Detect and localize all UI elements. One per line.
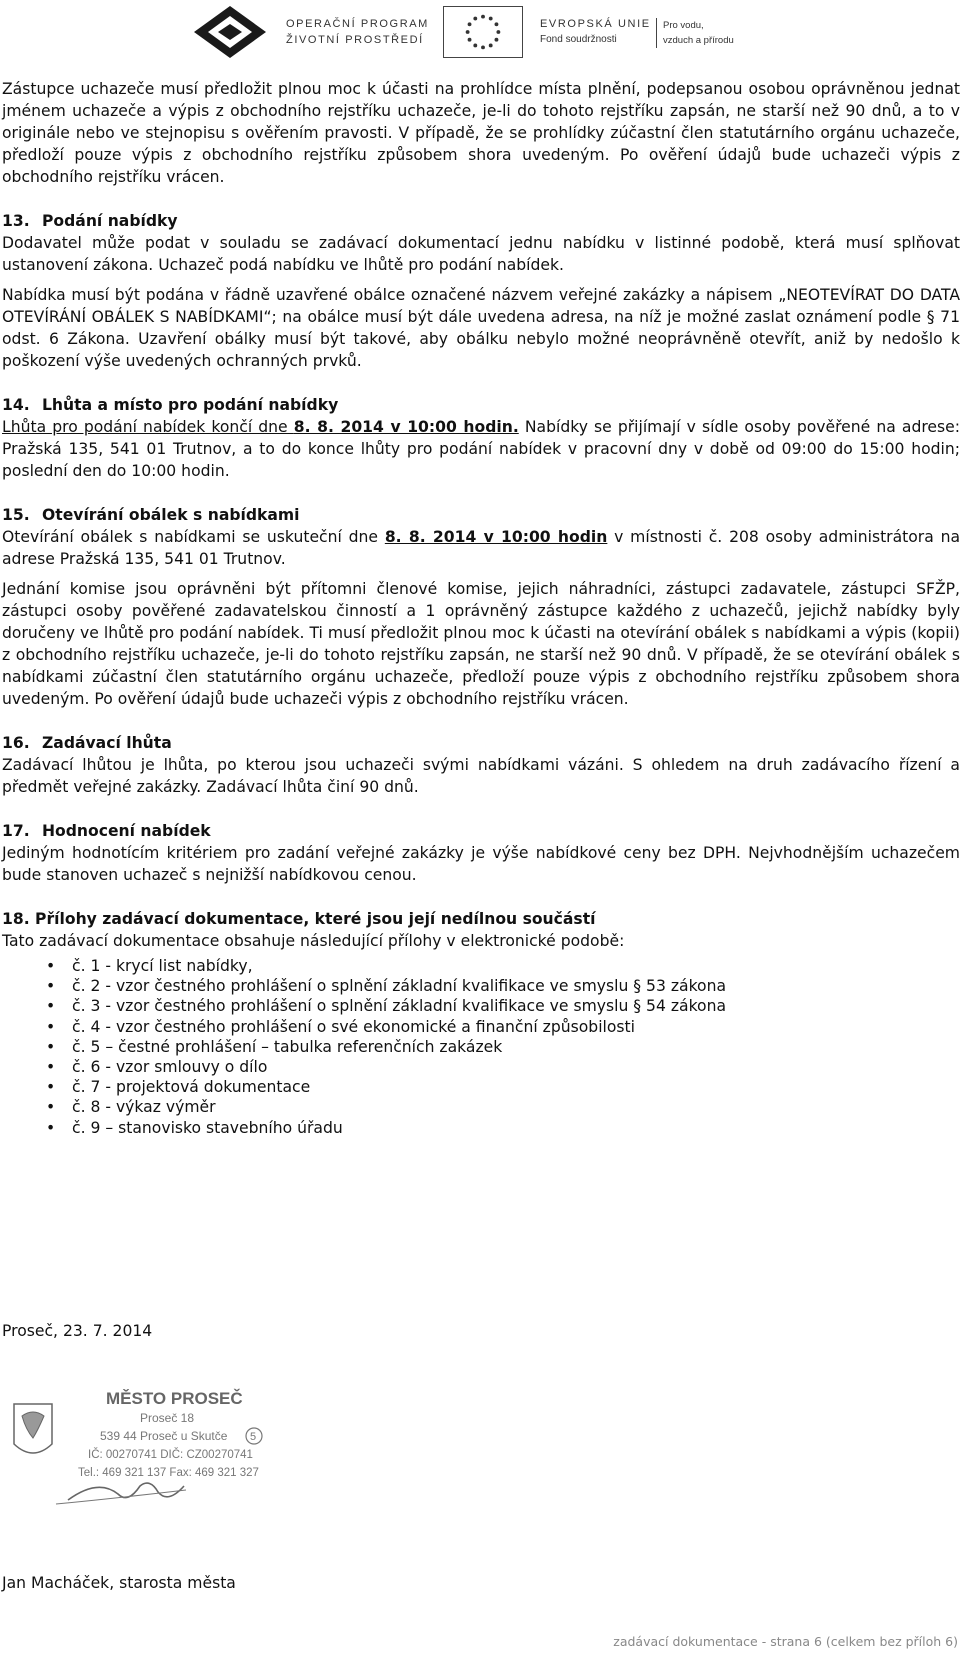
section-15-number: 15.	[2, 506, 30, 524]
section-14-heading	[2, 394, 960, 416]
section-13-p1: Dodavatel může podat v souladu se zadávací dokumentací jednu nabídku v listinné podobě, která musí splňovat ustanovení zákona. Uchazeč podá nabídku ve lhůtě pro podání nabídek.	[2, 234, 960, 274]
section-17-p1: Jediným hodnotícím kritériem pro zadání veřejné zakázky je výše nabídkové ceny bez DPH. Nejvhodnějším uchazečem bude stanoven uchazeč s nejnižší nabídkovou cenou.	[2, 844, 960, 884]
eu-line-1: EVROPSKÁ UNIE	[540, 18, 651, 30]
op-line-1: OPERAČNÍ PROGRAM	[286, 18, 429, 30]
section-13-heading	[2, 210, 960, 232]
list-item: • č. 1 - krycí list nabídky,	[2, 956, 960, 976]
section-18-heading: 18. Přílohy zadávací dokumentace, které jsou její nedílnou součástí	[2, 910, 596, 928]
section-15-date: 8. 8. 2014 v 10:00 hodin	[384, 528, 608, 546]
stamp-number: 5	[250, 1431, 257, 1443]
section-15-title: Otevírání obálek s nabídkami	[42, 506, 300, 524]
eu-slogan-2: vzduch a přírodu	[663, 35, 734, 46]
list-item: • č. 4 - vzor čestného prohlášení o své ekonomické a finanční způsobilosti	[2, 1017, 960, 1037]
page-footer: zadávací dokumentace - strana 6 (celkem bez příloh 6)	[613, 1634, 958, 1649]
section-13-number: 13.	[2, 212, 30, 230]
section-15-p1	[2, 526, 960, 570]
stamp-title: MĚSTO PROSEČ	[106, 1389, 243, 1408]
list-item: • č. 6 - vzor smlouvy o dílo	[2, 1057, 960, 1077]
header-divider	[656, 18, 657, 48]
section-17-heading	[2, 820, 960, 842]
date-line: Proseč, 23. 7. 2014	[2, 1322, 153, 1340]
section-18-p1: Tato zadávací dokumentace obsahuje následující přílohy v elektronické podobě:	[2, 932, 625, 950]
section-17-title: Hodnocení nabídek	[42, 822, 211, 840]
section-14-number: 14.	[2, 396, 30, 414]
eu-slogan	[663, 18, 734, 48]
eu-slogan-1: Pro vodu,	[663, 20, 704, 31]
op-zp-logo-icon	[188, 2, 272, 62]
section-16-number: 16.	[2, 734, 30, 752]
signer-name: Jan Macháček, starosta města	[2, 1574, 236, 1592]
stamp-line-4: IČ: 00270741 DIČ: CZ00270741	[88, 1449, 253, 1461]
section-17-number: 17.	[2, 822, 30, 840]
op-program-name	[286, 16, 429, 48]
document-body	[2, 78, 960, 1138]
section-15-rest: v místnosti č. 208 osoby administrátora na adrese Pražská 135, 541 01 Trutnov.	[2, 528, 960, 568]
section-13-p2: Nabídka musí být podána v řádně uzavřené obálce označené názvem veřejné zakázky a nápisem „NEOTEVÍRAT DO DATA OTEVÍRÁNÍ OBÁLEK S NABÍDKAMI“; na obálce musí být dále uvedena adresa, na níž je možné zaslat oznámení podle § 71 odst. 6 Zákona. Uzavření obálky musí být takové, aby obálku nebylo možné neoprávněně otevřít, aniž by nedošlo k poškození výše uvedených ochranných prvků.	[2, 286, 960, 370]
stamp-line-2: Proseč 18	[140, 1411, 195, 1425]
intro-paragraph: Zástupce uchazeče musí předložit plnou moc k účasti na prohlídce místa plnění, podepsanou osobou oprávněnou jednat jménem uchazeče a výpis z obchodního rejstříku uchazeče, je-li do tohoto rejstříku zapsán, ne starší než 90 dnů, a to v originále nebo ve stejnopisu s ověřením pravosti. V případě, že se prohlídky zúčastní člen statutárního orgánu uchazeče, předloží pouze výpis z obchodního rejstříku způsobem shora uvedeným. Po ověření údajů bude uchazeči výpis z obchodního rejstříku vrácen.	[2, 80, 960, 186]
list-item: • č. 2 - vzor čestného prohlášení o splnění základní kvalifikace ve smyslu § 53 zákona	[2, 976, 960, 996]
town-stamp-icon	[8, 1382, 288, 1512]
op-line-2: ŽIVOTNÍ PROSTŘEDÍ	[286, 34, 424, 46]
eu-label	[540, 16, 651, 48]
section-14-rest: Nabídky se přijímají v sídle osoby pověřené na adrese: Pražská 135, 541 01 Trutnov, a to do konce lhůty pro podání nabídek v pracovní dny v době od 09:00 do 15:00 hodin; poslední den do 10:00 hodin.	[2, 418, 960, 480]
section-16-p1: Zadávací lhůtou je lhůta, po kterou jsou uchazeči svými nabídkami vázáni. S ohledem na druh zadávacího řízení a předmět veřejné zakázky. Zadávací lhůta činí 90 dnů.	[2, 756, 960, 796]
eu-line-2: Fond soudržnosti	[540, 34, 617, 45]
section-13-title: Podání nabídky	[42, 212, 178, 230]
stamp-line-3: 539 44 Proseč u Skutče	[100, 1429, 228, 1443]
section-16-heading	[2, 732, 960, 754]
attachments-list	[2, 956, 960, 1138]
section-14-title: Lhůta a místo pro podání nabídky	[42, 396, 339, 414]
section-16-title: Zadávací lhůta	[42, 734, 172, 752]
list-item: • č. 5 – čestné prohlášení – tabulka referenčních zakázek	[2, 1037, 960, 1057]
stamp-line-5: Tel.: 469 321 137 Fax: 469 321 327	[78, 1467, 259, 1479]
list-item: • č. 9 – stanovisko stavebního úřadu	[2, 1118, 960, 1138]
section-15-p2: Jednání komise jsou oprávněni být přítomni členové komise, jejich náhradníci, zástupci zadavatele, zástupci SFŽP, zástupci osoby pověřené zadavatelskou činností a 1 oprávněný zástupce každého z uchazečů, jejichž nabídky byly doručeny ve lhůtě pro podání nabídek. Ti musí předložit plnou moc k účasti na otevírání obálek s nabídkami a výpis (kopii) z obchodního rejstříku uchazeče, je-li do tohoto rejstříku zapsán, ne starší než 90 dnů. V případě, že se otevírání obálek s nabídkami zúčastní člen statutárního orgánu uchazeče, předloží pouze výpis z obchodního rejstříku způsobem shora uvedeným. Po ověření údajů bude uchazeči výpis z obchodního rejstříku vrácen.	[2, 580, 960, 708]
section-14-p1	[2, 416, 960, 482]
page-header	[188, 2, 748, 62]
section-15-heading	[2, 504, 960, 526]
list-item: • č. 3 - vzor čestného prohlášení o splnění základní kvalifikace ve smyslu § 54 zákona	[2, 996, 960, 1016]
section-14-deadline: 8. 8. 2014 v 10:00 hodin.	[293, 418, 519, 436]
list-item: • č. 7 - projektová dokumentace	[2, 1077, 960, 1097]
list-item: • č. 8 - výkaz výměr	[2, 1097, 960, 1117]
section-14-lead-text: Lhůta pro podání nabídek končí dne	[2, 418, 294, 436]
section-15-lead: Otevírání obálek s nabídkami se uskuteční dne	[2, 528, 385, 546]
eu-flag-icon	[443, 6, 523, 58]
section-14-lead	[2, 418, 519, 436]
